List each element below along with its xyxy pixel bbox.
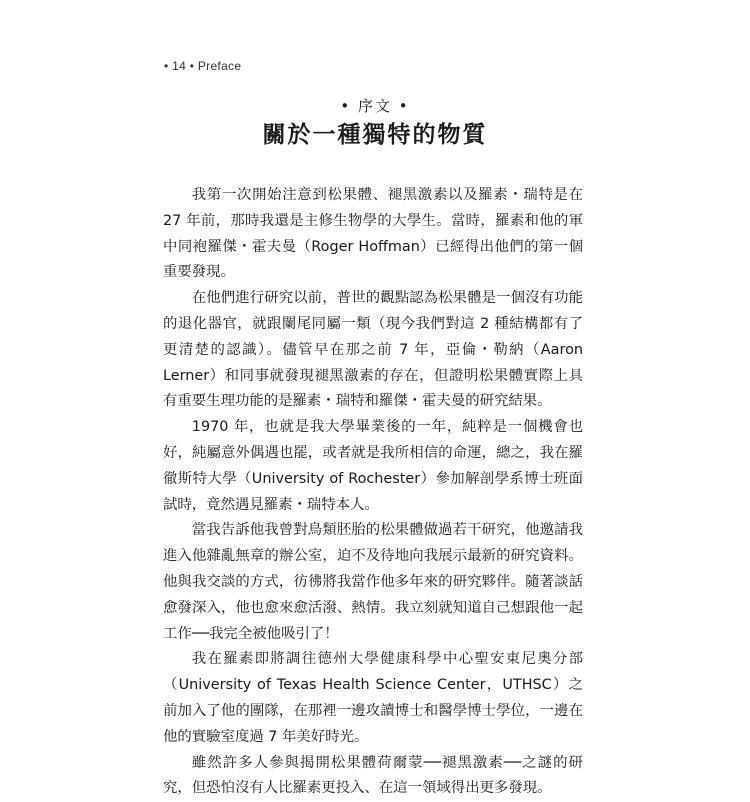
paragraph: 雖然許多人參與揭開松果體荷爾蒙──褪黑激素──之謎的研究，但恐怕沒有人比羅素更投入、在這一領域得出更多發現。	[163, 754, 583, 797]
paragraph: 在他們進行研究以前，普世的觀點認為松果體是一個沒有功能的退化器官，就跟闌尾同屬一類（現今我們對這 2 種結構都有了更清楚的認識）。儘管早在那之前 7 年，亞倫・勒納（Aaron Lerner）和同事就發現褪黑激素的存在，但證明松果體實際上具有重要生理功能的是羅素・瑞特和羅傑・霍夫曼的研究結果。	[163, 290, 583, 410]
running-header	[164, 59, 241, 73]
paragraph: 我第一次開始注意到松果體、褪黑激素以及羅素・瑞特是在 27 年前，那時我還是主修生物學的大學生。當時，羅素和他的軍中同袍羅傑・霍夫曼（Roger Hoffman）已經得出他們的第一個重要發現。	[163, 187, 583, 281]
paragraph: 我在羅素即將調往德州大學健康科學中心聖安東尼奧分部（University of Texas Health Science Center，UTHSC）之前加入了他的團隊，在那裡一邊攻讀博士和醫學博士學位，一邊在他的實驗室度過 7 年美好時光。	[163, 651, 583, 745]
paragraph: 1970 年，也就是我大學畢業後的一年，純粹是一個機會也好，純屬意外偶遇也罷，或者就是我所相信的命運，總之，我在羅徹斯特大學（University of Rochester）參加解剖學系博士班面試時，竟然遇見羅素・瑞特本人。	[163, 419, 583, 513]
paragraph: 當我告訴他我曾對鳥類胚胎的松果體做過若干研究，他邀請我進入他雜亂無章的辦公室，迫不及待地向我展示最新的研究資料。他與我交談的方式，彷彿將我當作他多年來的研究夥伴。隨著談話愈發深入，他也愈來愈活潑、熱情。我立刻就知道自己想跟他一起工作──我完全被他吸引了！	[163, 522, 583, 642]
page-number: • 14 •	[164, 59, 195, 73]
running-header-section: Preface	[197, 59, 242, 73]
section-label: • 序文 •	[340, 97, 410, 115]
chapter-title: 關於一種獨特的物質	[262, 122, 488, 148]
body-text	[163, 183, 583, 802]
